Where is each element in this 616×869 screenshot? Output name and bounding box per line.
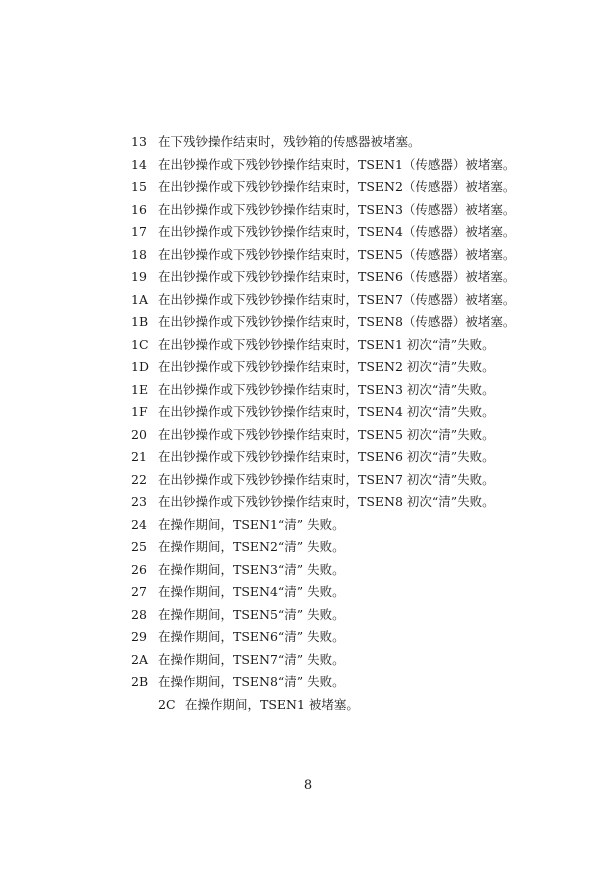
list-item: [131, 401, 495, 424]
error-code: 28: [131, 606, 147, 622]
error-description: 在出钞操作或下残钞钞操作结束时，TSEN1（传感器）被堵塞。: [158, 156, 516, 172]
error-code: 14: [131, 156, 147, 172]
error-code: 15: [131, 179, 147, 194]
error-code: 1C: [131, 336, 149, 352]
error-code: 26: [131, 561, 147, 577]
error-description: 在操作期间，TSEN1“清” 失败。: [158, 516, 345, 532]
page-number: 8: [303, 778, 313, 793]
error-code: 29: [131, 629, 147, 644]
error-description: 在出钞操作或下残钞钞操作结束时，TSEN6（传感器）被堵塞。: [158, 269, 516, 284]
error-description: 在出钞操作或下残钞钞操作结束时，TSEN8 初次“清”失败。: [158, 494, 495, 509]
error-code: 2B: [131, 674, 149, 689]
list-item: [131, 221, 515, 244]
error-code: 25: [131, 539, 147, 554]
error-code: 16: [131, 201, 147, 217]
error-code: 1F: [131, 404, 148, 419]
error-description: 在操作期间，TSEN3“清” 失败。: [158, 561, 345, 577]
error-description: 在出钞操作或下残钞钞操作结束时，TSEN2 初次“清”失败。: [158, 359, 495, 374]
error-code: 1D: [131, 359, 149, 374]
error-description: 在出钞操作或下残钞钞操作结束时，TSEN6 初次“清”失败。: [158, 449, 495, 464]
error-code: 1A: [131, 291, 148, 307]
list-item: [131, 559, 345, 582]
error-description: 在出钞操作或下残钞钞操作结束时，TSEN2（传感器）被堵塞。: [158, 179, 516, 194]
list-item: [131, 671, 345, 694]
list-item: [131, 581, 345, 604]
error-description: 在出钞操作或下残钞钞操作结束时，TSEN3（传感器）被堵塞。: [158, 201, 516, 217]
list-item: [131, 514, 345, 537]
error-code: 17: [131, 224, 147, 239]
error-description: 在出钞操作或下残钞钞操作结束时，TSEN8（传感器）被堵塞。: [158, 314, 516, 329]
list-item: [131, 649, 345, 672]
list-item: [131, 266, 515, 289]
error-code: 22: [131, 471, 147, 487]
error-description: 在操作期间，TSEN4“清” 失败。: [158, 584, 345, 599]
error-description: 在出钞操作或下残钞钞操作结束时，TSEN4（传感器）被堵塞。: [158, 224, 516, 239]
list-item: [131, 469, 495, 492]
error-description: 在操作期间，TSEN8“清” 失败。: [158, 674, 345, 689]
error-code: 1B: [131, 314, 149, 329]
error-description: 在出钞操作或下残钞钞操作结束时，TSEN7 初次“清”失败。: [158, 471, 495, 487]
error-description: 在出钞操作或下残钞钞操作结束时，TSEN1 初次“清”失败。: [158, 336, 495, 352]
error-code: 1E: [131, 381, 149, 397]
error-code: 13: [131, 134, 147, 149]
list-item: [131, 446, 495, 469]
error-description: 在出钞操作或下残钞钞操作结束时，TSEN5 初次“清”失败。: [158, 426, 495, 442]
error-code: 18: [131, 246, 147, 262]
error-description: 在操作期间，TSEN5“清” 失败。: [158, 606, 345, 622]
error-code: 2A: [131, 651, 148, 667]
error-code: 19: [131, 269, 147, 284]
list-item: [158, 694, 359, 717]
error-description: 在出钞操作或下残钞钞操作结束时，TSEN5（传感器）被堵塞。: [158, 246, 516, 262]
list-item: [131, 199, 515, 222]
error-description: 在出钞操作或下残钞钞操作结束时，TSEN3 初次“清”失败。: [158, 381, 495, 397]
list-item: [131, 244, 515, 267]
list-item: [131, 289, 515, 312]
list-item: [131, 536, 345, 559]
error-description: 在出钞操作或下残钞钞操作结束时，TSEN7（传感器）被堵塞。: [158, 291, 516, 307]
list-item: [131, 424, 495, 447]
error-description: 在出钞操作或下残钞钞操作结束时，TSEN4 初次“清”失败。: [158, 404, 495, 419]
error-code: 23: [131, 494, 147, 509]
list-item: [131, 154, 515, 177]
error-code: 20: [131, 426, 147, 442]
list-item: [131, 176, 515, 199]
error-description: 在操作期间，TSEN1 被堵塞。: [185, 696, 359, 712]
error-description: 在操作期间，TSEN6“清” 失败。: [158, 629, 345, 644]
list-item: [131, 334, 495, 357]
list-item: [131, 604, 345, 627]
error-code: 21: [131, 449, 147, 464]
list-item: [131, 626, 345, 649]
error-code: 27: [131, 584, 147, 599]
error-code: 24: [131, 516, 147, 532]
list-item: [131, 311, 515, 334]
list-item: [131, 356, 495, 379]
list-item: [131, 131, 421, 154]
error-description: 在下残钞操作结束时，残钞箱的传感器被堵塞。: [158, 134, 421, 149]
error-description: 在操作期间，TSEN2“清” 失败。: [158, 539, 345, 554]
error-code: 2C: [158, 696, 176, 712]
error-description: 在操作期间，TSEN7“清” 失败。: [158, 651, 345, 667]
list-item: [131, 491, 495, 514]
list-item: [131, 379, 495, 402]
